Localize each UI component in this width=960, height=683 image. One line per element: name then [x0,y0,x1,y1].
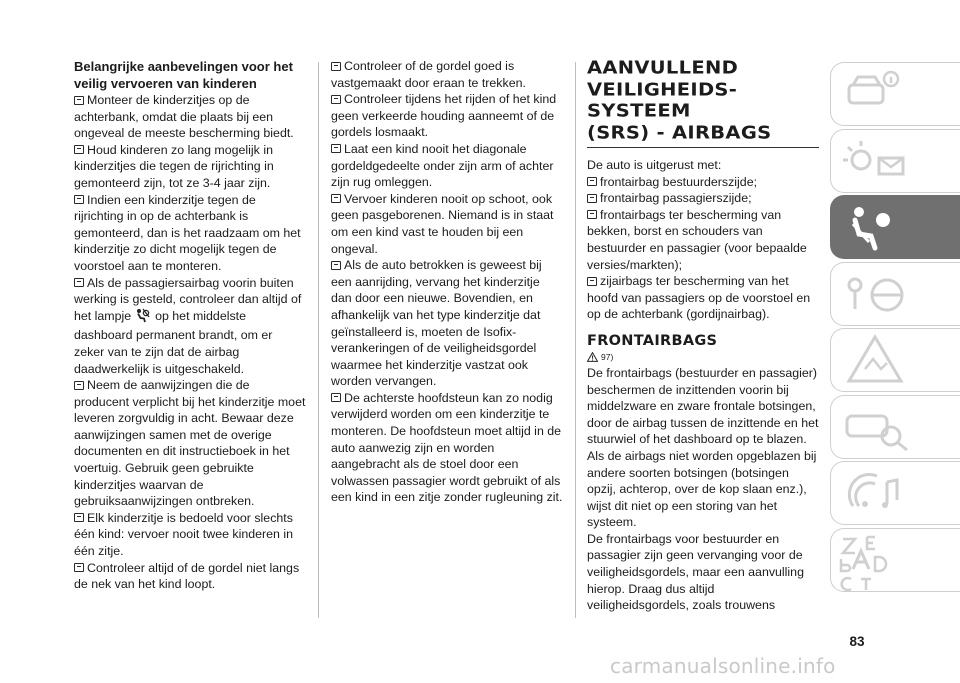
paragraph: Controleer altijd of de gordel niet langs de nek van het kind loopt. [74,560,300,592]
bullet-icon [587,194,597,203]
chapter-tab-index[interactable] [830,528,960,592]
bullet-icon [74,278,84,287]
list-item: frontairbag bestuurderszijde; [587,174,819,191]
column-divider [318,62,319,618]
chapter-tab-multimedia[interactable] [830,461,960,525]
paragraph: Indien een kinderzitje tegen de rijrichting in op de achterbank is gemonteerd, dan is het raadzaam om het kinderzitje zo dicht mogelijk tegen de voorstoel aan te monteren. [74,192,301,273]
frontairbags-heading: FRONTAIRBAGS [587,332,718,349]
list-item: frontairbags ter bescherming van bekken, borst en schouders van bestuurder en passagier (voor bepaalde versies/markten); [587,207,807,272]
page-number: 83 [849,634,865,649]
bullet-icon [74,513,84,522]
warning-triangle-icon [587,352,598,362]
chapter-sidebar [830,62,960,594]
column-2 [331,58,563,506]
bullet-icon [587,210,597,219]
bullet-icon [74,145,84,154]
paragraph: Als de passagiersairbag voorin buiten werking is gesteld, controleer dan altijd of het lampje op het middelste dashboard permanent brandt, om er zeker van te zijn dat de airbag daadwerkelijk is uitgeschakeld. [74,275,302,376]
column-1 [74,58,306,593]
bullet-icon [587,277,597,286]
paragraph: Als de airbags niet worden opgeblazen bij andere soorten botsingen (botsingen opzij, achterop, over de kop slaan enz.), wijst dit niet op een storing van het systeem. [587,448,817,530]
chapter-tab-safety[interactable] [830,195,960,259]
paragraph: Elk kinderzitje is bedoeld voor slechts één kind: vervoer nooit twee kinderen in één zitje. [74,510,294,559]
chapter-tab-maintenance[interactable] [830,395,960,459]
paragraph: Als de auto betrokken is geweest bij een aanrijding, vervang het kinderzitje dan door een nieuwe. Bovendien, en afhankelijk van het type kinderzitje dat geïnstalleerd is, moeten de Isofix-verankeringen of de veiligheidsgordel waarmee het kinderzitje vastzat ook worden vervangen. [331,258,542,389]
bullet-icon [587,177,597,186]
bullet-icon [331,261,341,270]
bullet-icon [74,195,84,204]
warning-lights-icon [831,130,959,192]
index-icon [831,529,959,591]
paragraph: Houd kinderen zo lang mogelijk in kinderzitjes die tegen de rijrichting in gemonteerd zijn, tot ze 3-4 jaar zijn. [74,142,274,190]
bullet-icon [74,381,84,390]
child-safety-heading: Belangrijke aanbevelingen voor het veilig vervoeren van kinderen [74,59,293,91]
bullet-icon [331,62,341,71]
intro-text: De auto is uitgerust met: [587,158,722,172]
paragraph: De achterste hoofdsteun kan zo nodig verwijderd worden om een kinderzitje te monteren. De hoofdsteun moet altijd in de auto aanwezig zijn en worden aangebracht als de stoel door een volwassen passagier wordt gebruikt of als een kind in een zitje zonder rugleuning zit. [331,390,563,505]
bullet-icon [74,96,84,105]
section-title [587,58,819,144]
paragraph: De frontairbags (bestuurder en passagier) beschermen de inzittenden voorin bij middelzware en zware frontale botsingen, door de airbag tussen de inzittende en het stuurwiel of het dashboard op te blazen. [587,365,819,447]
multimedia-icon [831,462,959,524]
chapter-tab-starting-driving[interactable] [830,262,960,326]
paragraph: Vervoer kinderen nooit op schoot, ook geen pasgeborenen. Niemand is in staat om een kind vast te houden bij een ongeval. [331,191,554,256]
section-title-line: VEILIGHEIDS- [587,78,738,100]
key-steering-icon [831,263,959,325]
section-title-line: (SRS) - AIRBAGS [587,121,772,143]
title-underline [587,147,819,148]
bullet-icon [331,144,341,153]
section-title-line: SYSTEEM [587,100,691,122]
paragraph: Controleer tijdens het rijden of het kind geen verkeerde houding aanneemt of de gordels losmaakt. [331,92,557,140]
bullet-icon [331,393,341,402]
column-3 [587,58,819,614]
bullet-icon [331,95,341,104]
chapter-tab-warning-lights[interactable] [830,129,960,193]
watermark: carmanualsonline.info [610,654,836,678]
maintenance-icon [831,396,959,458]
paragraph: Laat een kind nooit het diagonale gordeldgedeelte onder zijn arm of achter zijn rug omleggen. [331,141,554,190]
airbag-off-lamp-icon [135,308,150,328]
warning-ref-number: 97) [601,351,614,362]
section-title-line: AANVULLEND [587,57,739,79]
bullet-icon [331,194,341,203]
warning-triangle-icon [831,329,959,391]
chapter-tab-car-info[interactable] [830,62,960,126]
paragraph: Controleer of de gordel goed is vastgemaakt door eraan te trekken. [331,59,526,90]
paragraph: Monteer de kinderzitjes op de achterbank, omdat die plaats bij een ongeveal de meeste bescherming biedt. [74,93,294,141]
warning-reference [587,351,819,364]
chapter-tab-emergency[interactable] [830,328,960,392]
car-info-icon [831,63,959,125]
list-item: frontairbag passagierszijde; [587,190,819,207]
paragraph: De frontairbags voor bestuurder en passagier zijn geen vervanging voor de veiligheidsgordels, maar een aanvulling hierop. Draag dus altijd veiligheidsgordels, zoals trouwens [587,531,804,613]
column-divider [575,62,576,618]
list-item: zijairbags ter bescherming van het hoofd van passagiers op de voorstoel en op de achterbank (gordijnairbag). [587,274,811,322]
seat-airbag-icon [831,196,959,258]
bullet-icon [74,563,84,572]
paragraph: Neem de aanwijzingen die de producent verplicht bij het kinderzitje moet leveren zorgvuldig in acht. Bewaar deze aanwijzingen samen met de overige documenten en dit instructieboek in het voertuig. Gebruik geen gebruikte kinderzitjes waarvan de gebruiksaanwijzingen ontbreken. [74,378,306,509]
